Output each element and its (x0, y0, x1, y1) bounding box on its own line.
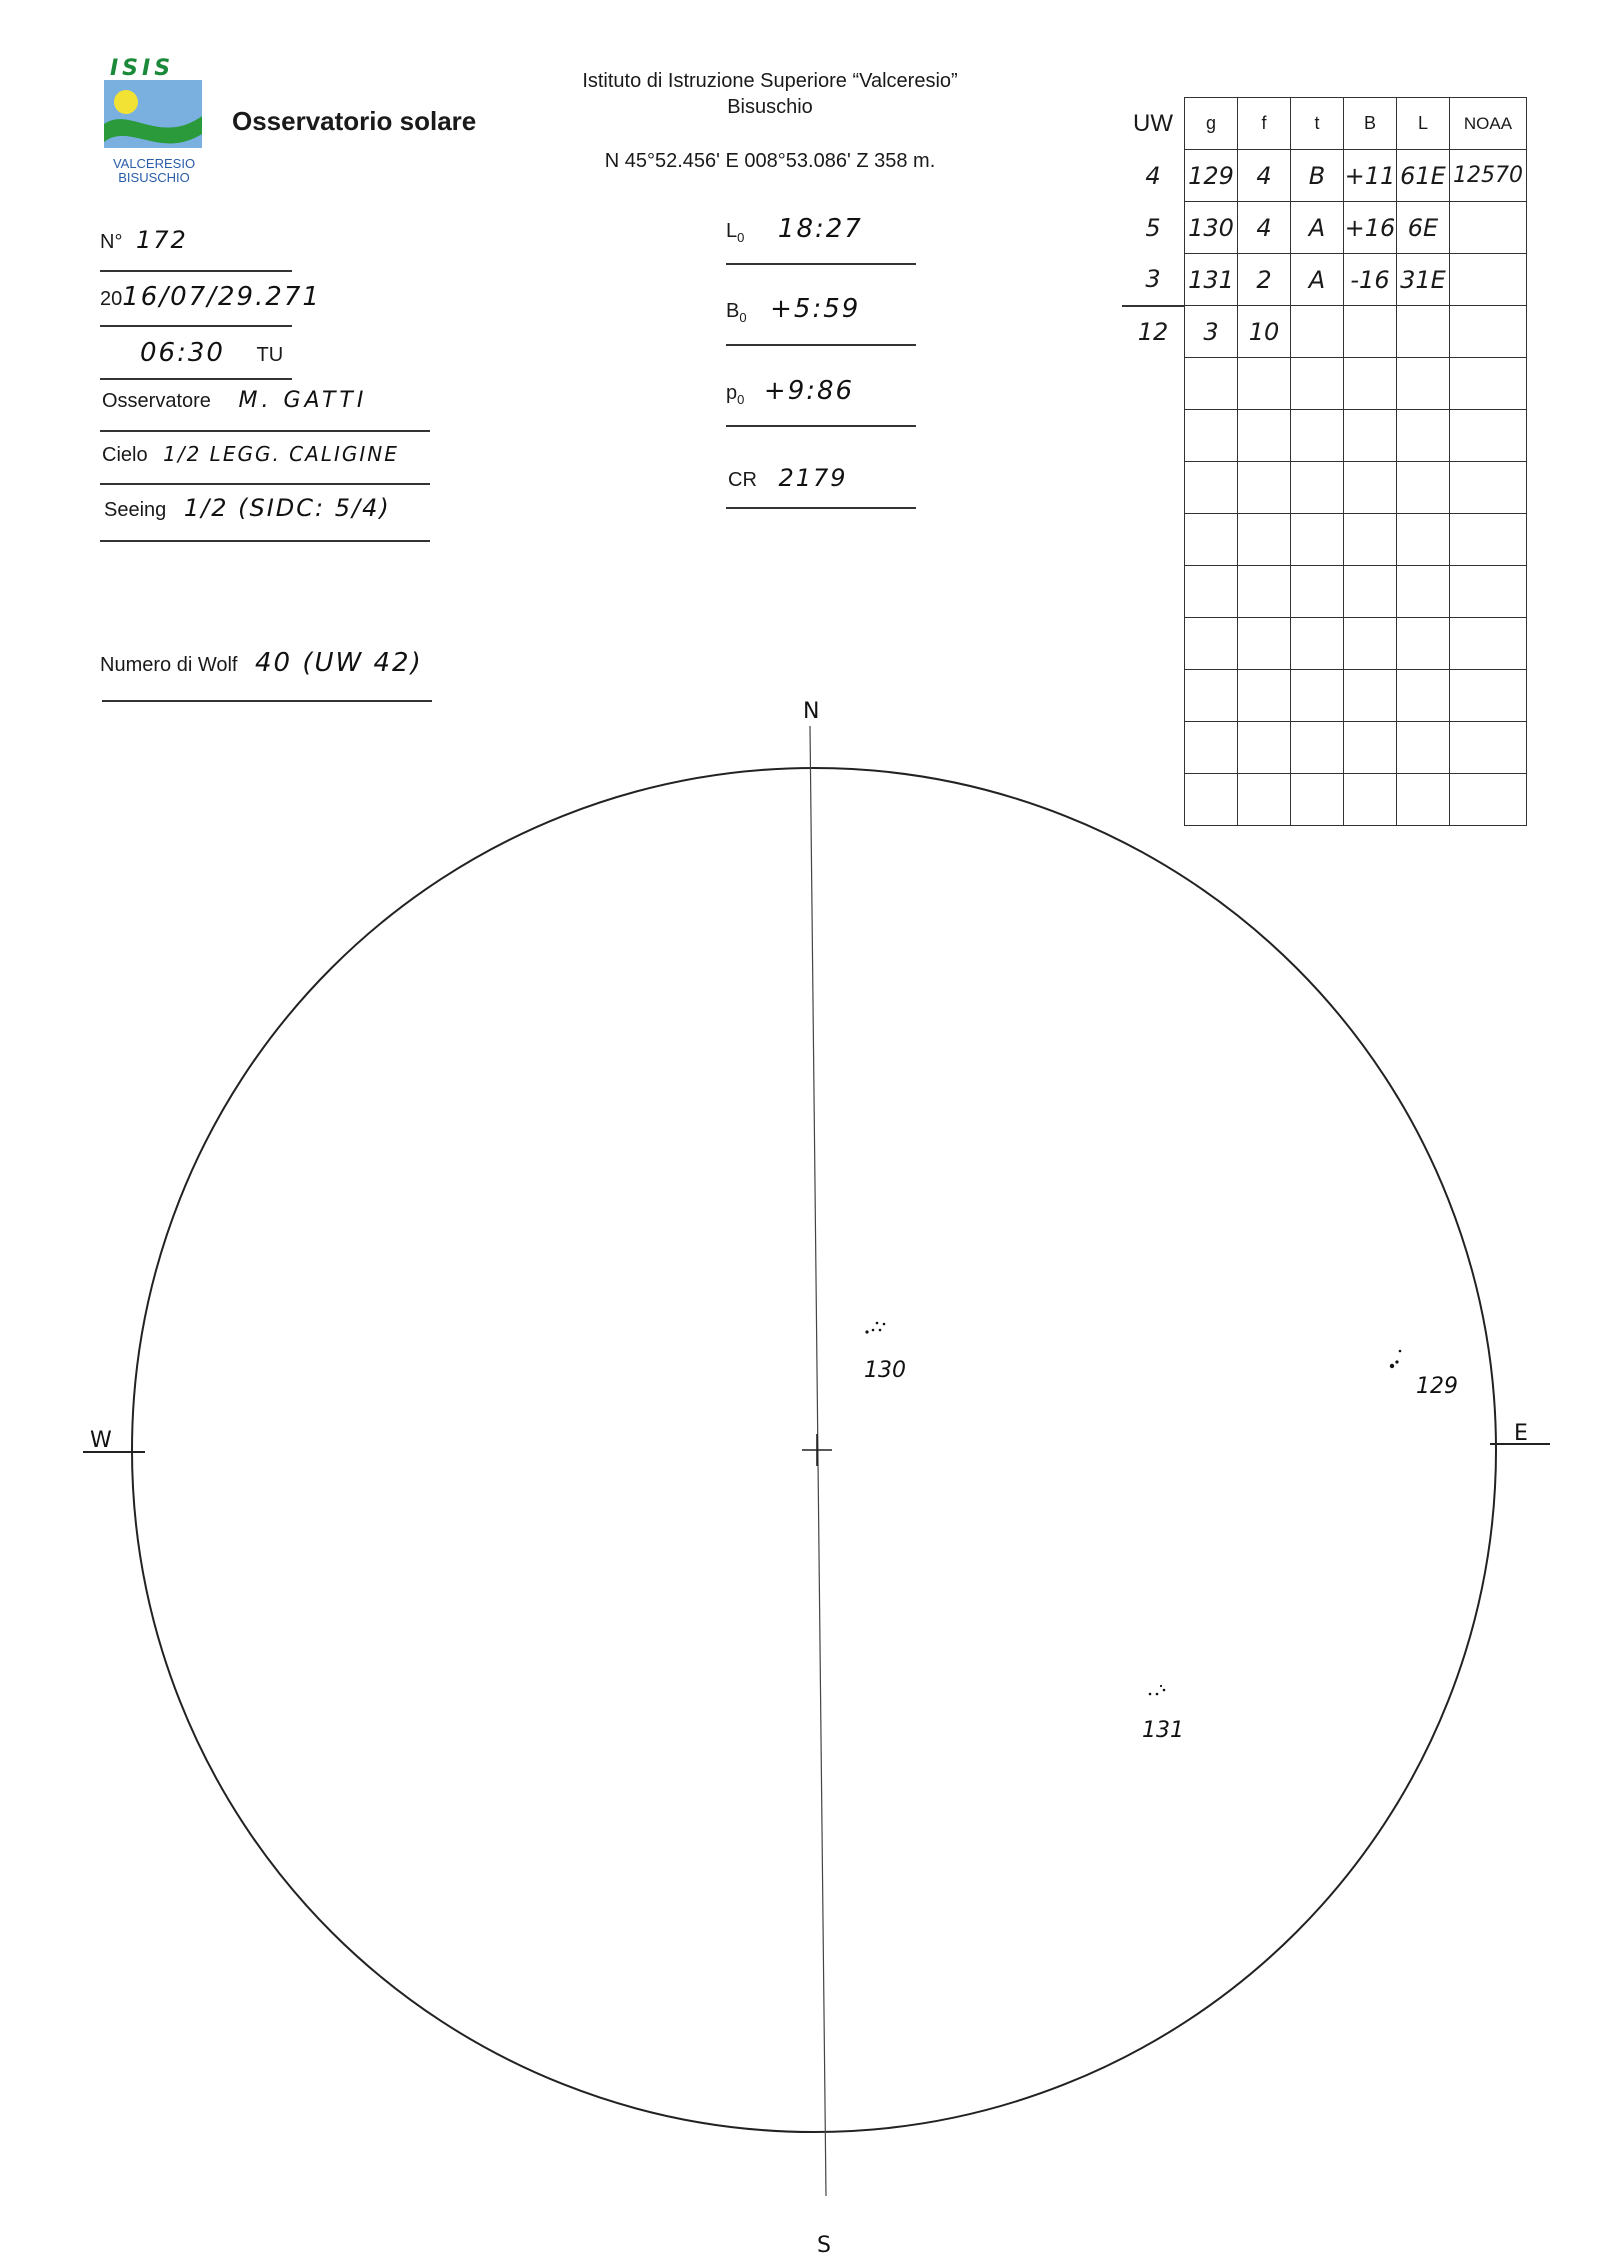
l0-value: 18:27 (777, 214, 863, 244)
p0-value: +9:86 (763, 376, 855, 406)
sunspot-group-130 (864, 1322, 906, 1383)
table-cell: 61E (1397, 150, 1450, 202)
table-cell: 130 (1185, 202, 1238, 254)
north-label: N (803, 699, 820, 724)
east-label: E (1514, 1421, 1528, 1446)
sky-value: 1/2 LEGG. CALIGINE (163, 442, 399, 466)
table-cell: 2 (1238, 254, 1291, 306)
group-label-130: 130 (864, 1358, 906, 1383)
page-title: Osservatorio solare (232, 106, 477, 136)
table-cell: +11 (1344, 150, 1397, 202)
cr-label: CR (728, 469, 757, 491)
west-label: W (90, 1428, 112, 1453)
number-value: 172 (136, 226, 188, 254)
col-header-t: t (1291, 98, 1344, 150)
table-cell: 31E (1397, 254, 1450, 306)
table-cell: B (1291, 150, 1344, 202)
col-header-g: g (1185, 98, 1238, 150)
table-cell: 4 (1238, 150, 1291, 202)
b0-value: +5:59 (770, 294, 861, 324)
observer-value: M. GATTI (238, 388, 368, 413)
wolf-label: Numero di Wolf (100, 654, 238, 676)
date-value: 16/07/29.271 (122, 282, 321, 312)
total-cell: 10 (1238, 306, 1291, 358)
table-cell: -16 (1344, 254, 1397, 306)
institute-line1: Istituto di Istruzione Superiore “Valceresio” (582, 70, 958, 92)
table-cell: 4 (1145, 161, 1161, 190)
col-header-l: L (1397, 98, 1450, 150)
cr-value: 2179 (778, 464, 848, 492)
col-header-uw: UW (1133, 109, 1173, 137)
logo-text: ISIS (110, 56, 175, 81)
l0-label: $L_0$ (726, 220, 745, 245)
logo-caption-line1: VALCERESIO (112, 156, 196, 171)
number-label: N° (100, 231, 123, 253)
group-label-129: 129 (1416, 1374, 1458, 1399)
n-s-axis (810, 726, 826, 2196)
south-label: S (817, 2233, 831, 2258)
sunspot-group-129 (1390, 1350, 1458, 1399)
seeing-value: 1/2 (SIDC: 5/4) (183, 494, 391, 522)
col-header-b: B (1344, 98, 1397, 150)
p0-label: $p_0$ (726, 382, 745, 407)
col-header-noaa: NOAA (1450, 98, 1527, 150)
site-coordinates: N 45°52.456' E 008°53.086' Z 358 m. (604, 150, 936, 172)
table-cell: 5 (1145, 213, 1161, 242)
table-cell: 6E (1397, 202, 1450, 254)
table-cell: 131 (1185, 254, 1238, 306)
time-unit: TU (256, 344, 284, 366)
table-cell: +16 (1344, 202, 1397, 254)
date-prefix: 20 (100, 288, 123, 310)
sunspot-group-131 (1142, 1685, 1184, 1743)
table-cell: 3 (1145, 265, 1161, 293)
table-cell: 129 (1185, 150, 1238, 202)
group-label-131: 131 (1142, 1718, 1184, 1743)
seeing-label: Seeing (104, 499, 167, 521)
institute-line2: Bisuschio (727, 96, 813, 118)
table-cell: 4 (1238, 202, 1291, 254)
b0-label: $B_0$ (726, 300, 747, 325)
sky-label: Cielo (102, 444, 148, 466)
table-cell: A (1291, 254, 1344, 306)
total-cell: 12 (1122, 306, 1185, 358)
time-value: 06:30 (140, 338, 225, 368)
col-header-f: f (1238, 98, 1291, 150)
wolf-value: 40 (UW 42) (255, 648, 423, 678)
total-cell: 3 (1185, 306, 1238, 358)
table-cell: A (1291, 202, 1344, 254)
logo-caption-line2: BISUSCHIO (118, 170, 190, 185)
observer-label: Osservatore (102, 390, 211, 412)
table-cell: 12570 (1450, 150, 1527, 202)
